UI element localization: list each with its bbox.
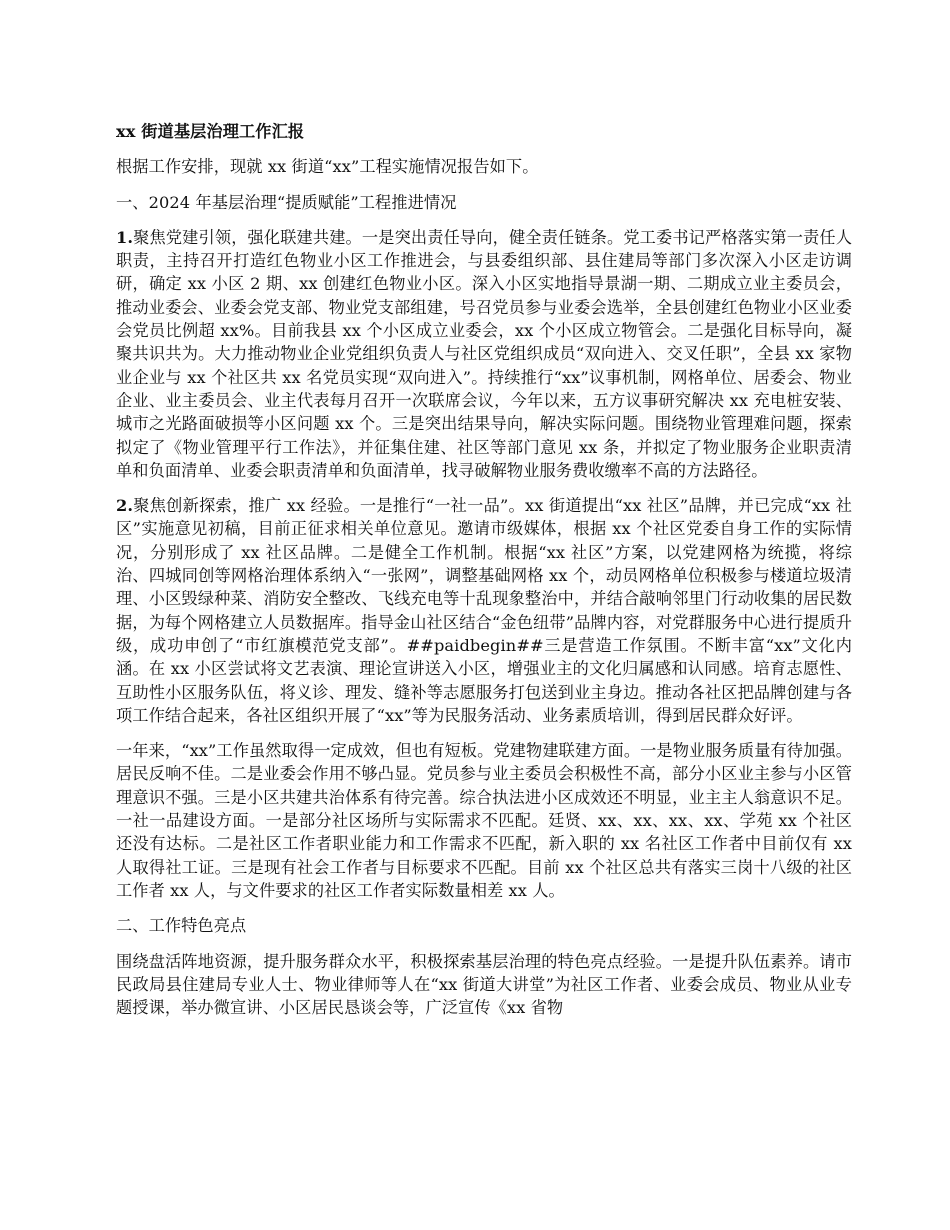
paragraph-4: 围绕盘活阵地资源，提升服务群众水平，积极探索基层治理的特色亮点经验。一是提升队伍素养。请市民政局县住建局专业人士、物业律师等人在“xx 街道大讲堂”为社区工作者、业委会成员、物业从业专题授课，举办微宣讲、小区居民恳谈会等，广泛宣传《xx 省物 — [116, 951, 852, 1018]
intro-paragraph: 根据工作安排，现就 xx 街道“xx”工程实施情况报告如下。 — [116, 157, 539, 177]
document-title — [116, 120, 852, 143]
section2-heading: 二、工作特色亮点 — [116, 916, 247, 936]
paragraph-1 — [116, 226, 852, 482]
paragraph-1-number: 1. — [116, 227, 134, 247]
title-text: 街道基层治理工作汇报 — [141, 122, 305, 141]
paragraph-1-body: 一是突出责任导向，健全责任链条。党工委书记严格落实第一责任人职责，主持召开打造红色物业小区工作推进会，与县委组织部、县住建局等部门多次深入小区走访调研，确定 xx 小区 2 期、xx 创建红色物业小区。深入小区实地指导景湖一期、二期成立业主委员会，推动业委会、业委会党支部、物业党支部组建，号召党员参与业委会选举，全县创建红色物业小区业委会党员比例超 xx%。目前我县 xx 个小区成立业委会，xx 个小区成立物管会。二是强化目标导向，凝聚共识共为。大力推动物业企业党组织负责人与社区党组织成员“双向进入、交叉任职”，全县 xx 家物业企业与 xx 个社区共 xx 名党员实现“双向进入”。持续推行“xx”议事机制，网格单位、居委会、物业企业、业主委员会、业主代表每月召开一次联席会议，今年以来，五方议事研究解决 xx 充电桩安装、城市之光路面破损等小区问题 xx 个。三是突出结果导向，解决实际问题。围绕物业管理难问题，探索拟定了《物业管理平行工作法》，并征集住建、社区等部门意见 xx 条，并拟定了物业服务企业职责清单和负面清单、业委会职责清单和负面清单，找寻破解物业服务费收缴率不高的方法路径。 — [116, 227, 853, 480]
paragraph-3: 一年来，“xx”工作虽然取得一定成效，但也有短板。党建物建联建方面。一是物业服务质量有待加强。居民反响不佳。二是业委会作用不够凸显。党员参与业主委员会积极性不高，部分小区业主参与小区管理意识不强。三是小区共建共治体系有待完善。综合执法进小区成效还不明显，业主主人翁意识不足。一社一品建设方面。一是部分社区场所与实际需求不匹配。廷贤、xx、xx、xx、xx、学苑 xx 个社区还没有达标。二是社区工作者职业能力和工作需求不匹配，新入职的 xx 名社区工作者中目前仅有 xx 人取得社工证。三是现有社会工作者与目标要求不匹配。目前 xx 个社区总共有落实三岗十八级的社区工作者 xx 人，与文件要求的社区工作者实际数量相差 xx 人。 — [116, 741, 852, 900]
paragraph-2-body: 一是推行“一社一品”。xx 街道提出“xx 社区”品牌，并已完成“xx 社区”实施意见初稿，目前正征求相关单位意见。邀请市级媒体，根据 xx 个社区党委自身工作的实际情况，分别形成了 xx 社区品牌。二是健全工作机制。根据“xx 社区”方案，以党建网格为统揽，将综治、四城同创等网格治理体系纳入“一张网”，调整基础网格 xx 个，动员网格单位积极参与楼道垃圾清理、小区毁绿种菜、消防安全整改、飞线充电等十乱现象整治中，并结合敲响邻里门行动收集的居民数据，为每个网格建立人员数据库。指导金山社区结合“金色纽带”品牌内容，对党群服务中心进行提质升级，成功申创了“市红旗模范党支部”。##paidbegin##三是营造工作氛围。不断丰富“xx”文化内涵。在 xx 小区尝试将文艺表演、理论宣讲送入小区，增强业主的文化归属感和认同感。培育志愿性、互助性小区服务队伍，将义诊、理发、缝补等志愿服务打包送到业主身边。推动各社区把品牌创建与各项工作结合起来，各社区组织开展了“xx”等为民服务活动、业务素质培训，得到居民群众好评。 — [116, 496, 852, 725]
document-page — [116, 120, 852, 1031]
section1-heading: 一、2024 年基层治理“提质赋能”工程推进情况 — [116, 192, 457, 212]
paragraph-2 — [116, 494, 852, 727]
paragraph-1-lead: 聚焦党建引领，强化联建共建。 — [133, 227, 362, 247]
title-lead: xx — [116, 122, 136, 141]
paragraph-2-number: 2. — [116, 496, 134, 516]
paragraph-2-lead: 聚焦创新探索，推广 xx 经验。 — [133, 496, 360, 516]
